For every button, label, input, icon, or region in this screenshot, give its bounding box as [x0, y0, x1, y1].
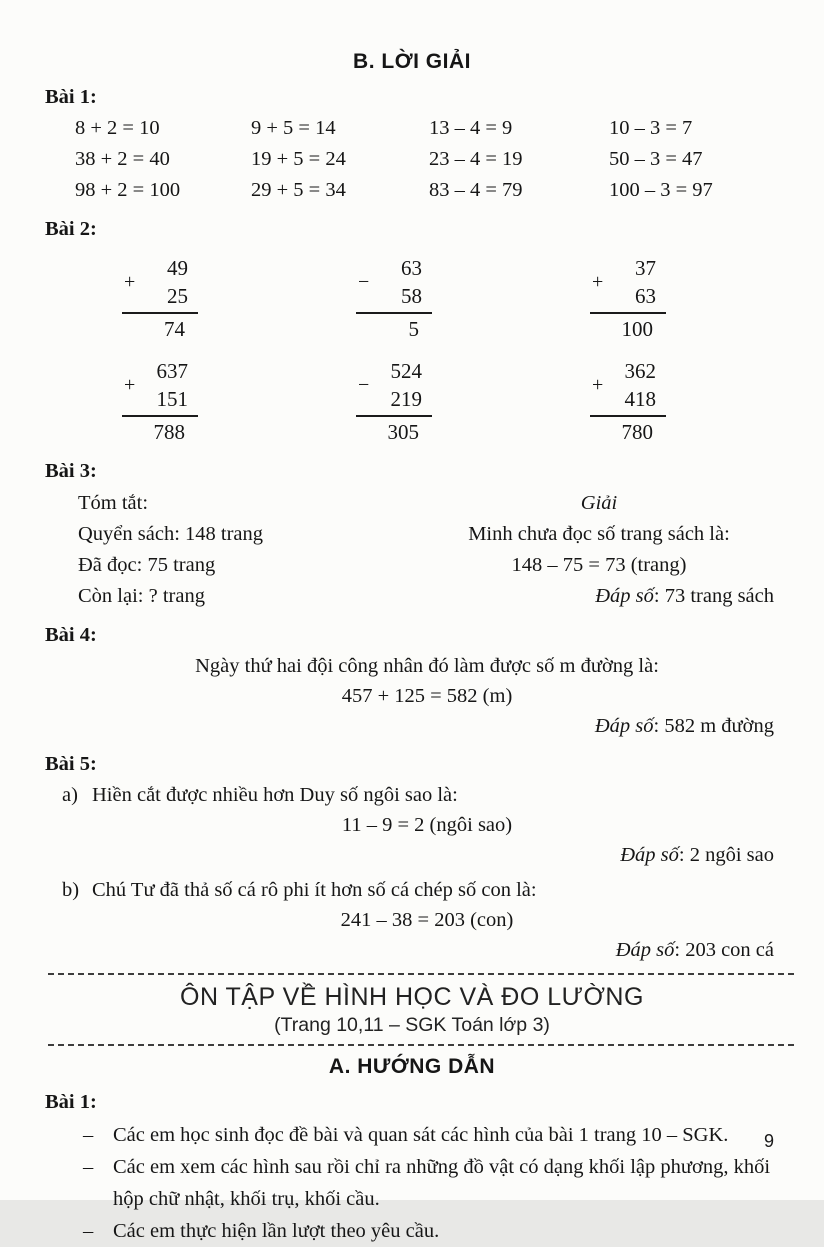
operand-bottom: 151 [156, 387, 188, 411]
summary-title: Tóm tắt: [78, 492, 149, 514]
summary-line: Đã đọc: 75 trang [78, 554, 216, 576]
vertical-problems-row-2 [0, 357, 824, 448]
result-value: 305 [387, 420, 419, 444]
vertical-problem [122, 357, 198, 448]
dap-so-value: : 2 ngôi sao [678, 844, 774, 866]
dap-so-label: Đáp số [615, 939, 675, 961]
giai-heading: Giải [580, 492, 618, 514]
equation-cell: 8 + 2 = 10 [75, 117, 160, 139]
list-item [83, 1151, 784, 1215]
operand-bottom: 63 [635, 284, 656, 308]
equation-cell: 19 + 5 = 24 [251, 148, 346, 170]
list-item-text: Các em học sinh đọc đề bài và quan sát các hình của bài 1 trang 10 – SGK. [113, 1124, 729, 1146]
exercise-4-label: Bài 4: [45, 624, 97, 646]
vertical-problem [122, 254, 198, 345]
section-divider-top [48, 973, 794, 975]
operator-sign: + [124, 270, 136, 293]
equation-cell: 23 – 4 = 19 [429, 148, 523, 170]
part-a-statement: a) Hiền cắt được nhiều hơn Duy số ngôi sao là: [62, 780, 784, 810]
solution-equation: 457 + 125 = 582 (m) [341, 685, 513, 707]
section-a-title: A. HƯỚNG DẪN [328, 1055, 496, 1078]
operator-sign: + [592, 373, 604, 396]
equation-cell: 9 + 5 = 14 [251, 117, 336, 139]
equation-cell: 10 – 3 = 7 [609, 117, 693, 139]
list-item-text: Các em thực hiện lần lượt theo yêu cầu. [113, 1220, 440, 1242]
operand-top: 637 [156, 359, 188, 383]
instruction-list [83, 1119, 784, 1247]
dash-marker: – [83, 1220, 94, 1242]
operand-bottom: 219 [390, 387, 422, 411]
summary-line: Quyển sách: 148 trang [78, 523, 264, 545]
solution-equation: 11 – 9 = 2 (ngôi sao) [341, 814, 513, 836]
answer-line [0, 711, 774, 741]
dap-so-label: Đáp số [595, 585, 654, 607]
vertical-problem [356, 254, 432, 345]
result-value: 74 [164, 317, 185, 341]
operator-sign: + [124, 373, 136, 396]
vertical-problem [356, 357, 432, 448]
section-b-title: B. LỜI GIẢI [353, 50, 471, 73]
page-number: 9 [763, 1131, 774, 1151]
equation-cell: 83 – 4 = 79 [429, 179, 523, 201]
operand-bottom: 58 [401, 284, 422, 308]
exercise-3-body [0, 488, 824, 612]
summary-block [78, 488, 348, 612]
operand-bottom: 418 [624, 387, 656, 411]
part-b-statement: b) Chú Tư đã thả số cá rô phi ít hơn số cá chép số con là: [62, 875, 784, 905]
dap-so-label: Đáp số [620, 844, 679, 866]
operand-top: 63 [401, 256, 422, 280]
operand-top: 49 [167, 256, 188, 280]
part-marker: a) [62, 784, 78, 806]
operator-sign: − [358, 270, 370, 293]
exercise-1-hd-label: Bài 1: [45, 1091, 97, 1113]
result-value: 100 [621, 317, 653, 341]
list-item [83, 1215, 784, 1247]
operand-top: 524 [390, 359, 422, 383]
list-item [83, 1119, 784, 1151]
dap-so-label: Đáp số [594, 715, 654, 737]
vertical-problem [590, 254, 666, 345]
equation-cell: 98 + 2 = 100 [75, 179, 181, 201]
solution-statement: Minh chưa đọc số trang sách là: [468, 523, 730, 545]
exercise-1-label: Bài 1: [45, 86, 97, 108]
dap-so-value: : 203 con cá [674, 939, 774, 961]
equation-cell: 50 – 3 = 47 [609, 148, 703, 170]
operator-sign: + [592, 270, 604, 293]
exercise-3-label: Bài 3: [45, 460, 97, 482]
equation-cell: 13 – 4 = 9 [429, 117, 513, 139]
dap-so-value: : 73 trang sách [653, 585, 774, 607]
equation-cell: 38 + 2 = 40 [75, 148, 170, 170]
section-divider-bottom [48, 1044, 794, 1046]
summary-line: Còn lại: ? trang [78, 585, 205, 607]
equation-grid [75, 110, 824, 206]
geometry-section-subtitle: (Trang 10,11 – SGK Toán lớp 3) [274, 1014, 550, 1036]
solution-equation: 241 – 38 = 203 (con) [340, 909, 514, 931]
solution-block [424, 488, 774, 612]
equation-cell: 100 – 3 = 97 [609, 179, 713, 201]
equation-cell: 29 + 5 = 34 [251, 179, 346, 201]
answer-line [0, 840, 774, 870]
dash-marker: – [83, 1124, 94, 1146]
dash-marker: – [83, 1156, 94, 1178]
operand-bottom: 25 [167, 284, 188, 308]
exercise-2-label: Bài 2: [45, 218, 97, 240]
operand-top: 37 [635, 256, 656, 280]
geometry-section-title: ÔN TẬP VỀ HÌNH HỌC VÀ ĐO LƯỜNG [180, 983, 644, 1011]
exercise-5-label: Bài 5: [45, 753, 97, 775]
dap-so-value: : 582 m đường [653, 715, 774, 737]
operand-top: 362 [624, 359, 656, 383]
result-value: 788 [153, 420, 185, 444]
operator-sign: − [358, 373, 370, 396]
vertical-problems-row-1 [0, 254, 824, 345]
result-value: 5 [408, 317, 419, 341]
part-marker: b) [62, 879, 80, 901]
list-item-text: Các em xem các hình sau rồi chỉ ra những đồ vật có dạng khối lập phương, khối hộp chữ nhật, khối trụ, khối cầu. [113, 1156, 771, 1210]
answer-line [0, 935, 774, 965]
solution-statement: Ngày thứ hai đội công nhân đó làm được số m đường là: [195, 655, 659, 677]
result-value: 780 [621, 420, 653, 444]
answer-line [424, 581, 774, 612]
solution-equation: 148 – 75 = 73 (trang) [511, 554, 687, 576]
vertical-problem [590, 357, 666, 448]
